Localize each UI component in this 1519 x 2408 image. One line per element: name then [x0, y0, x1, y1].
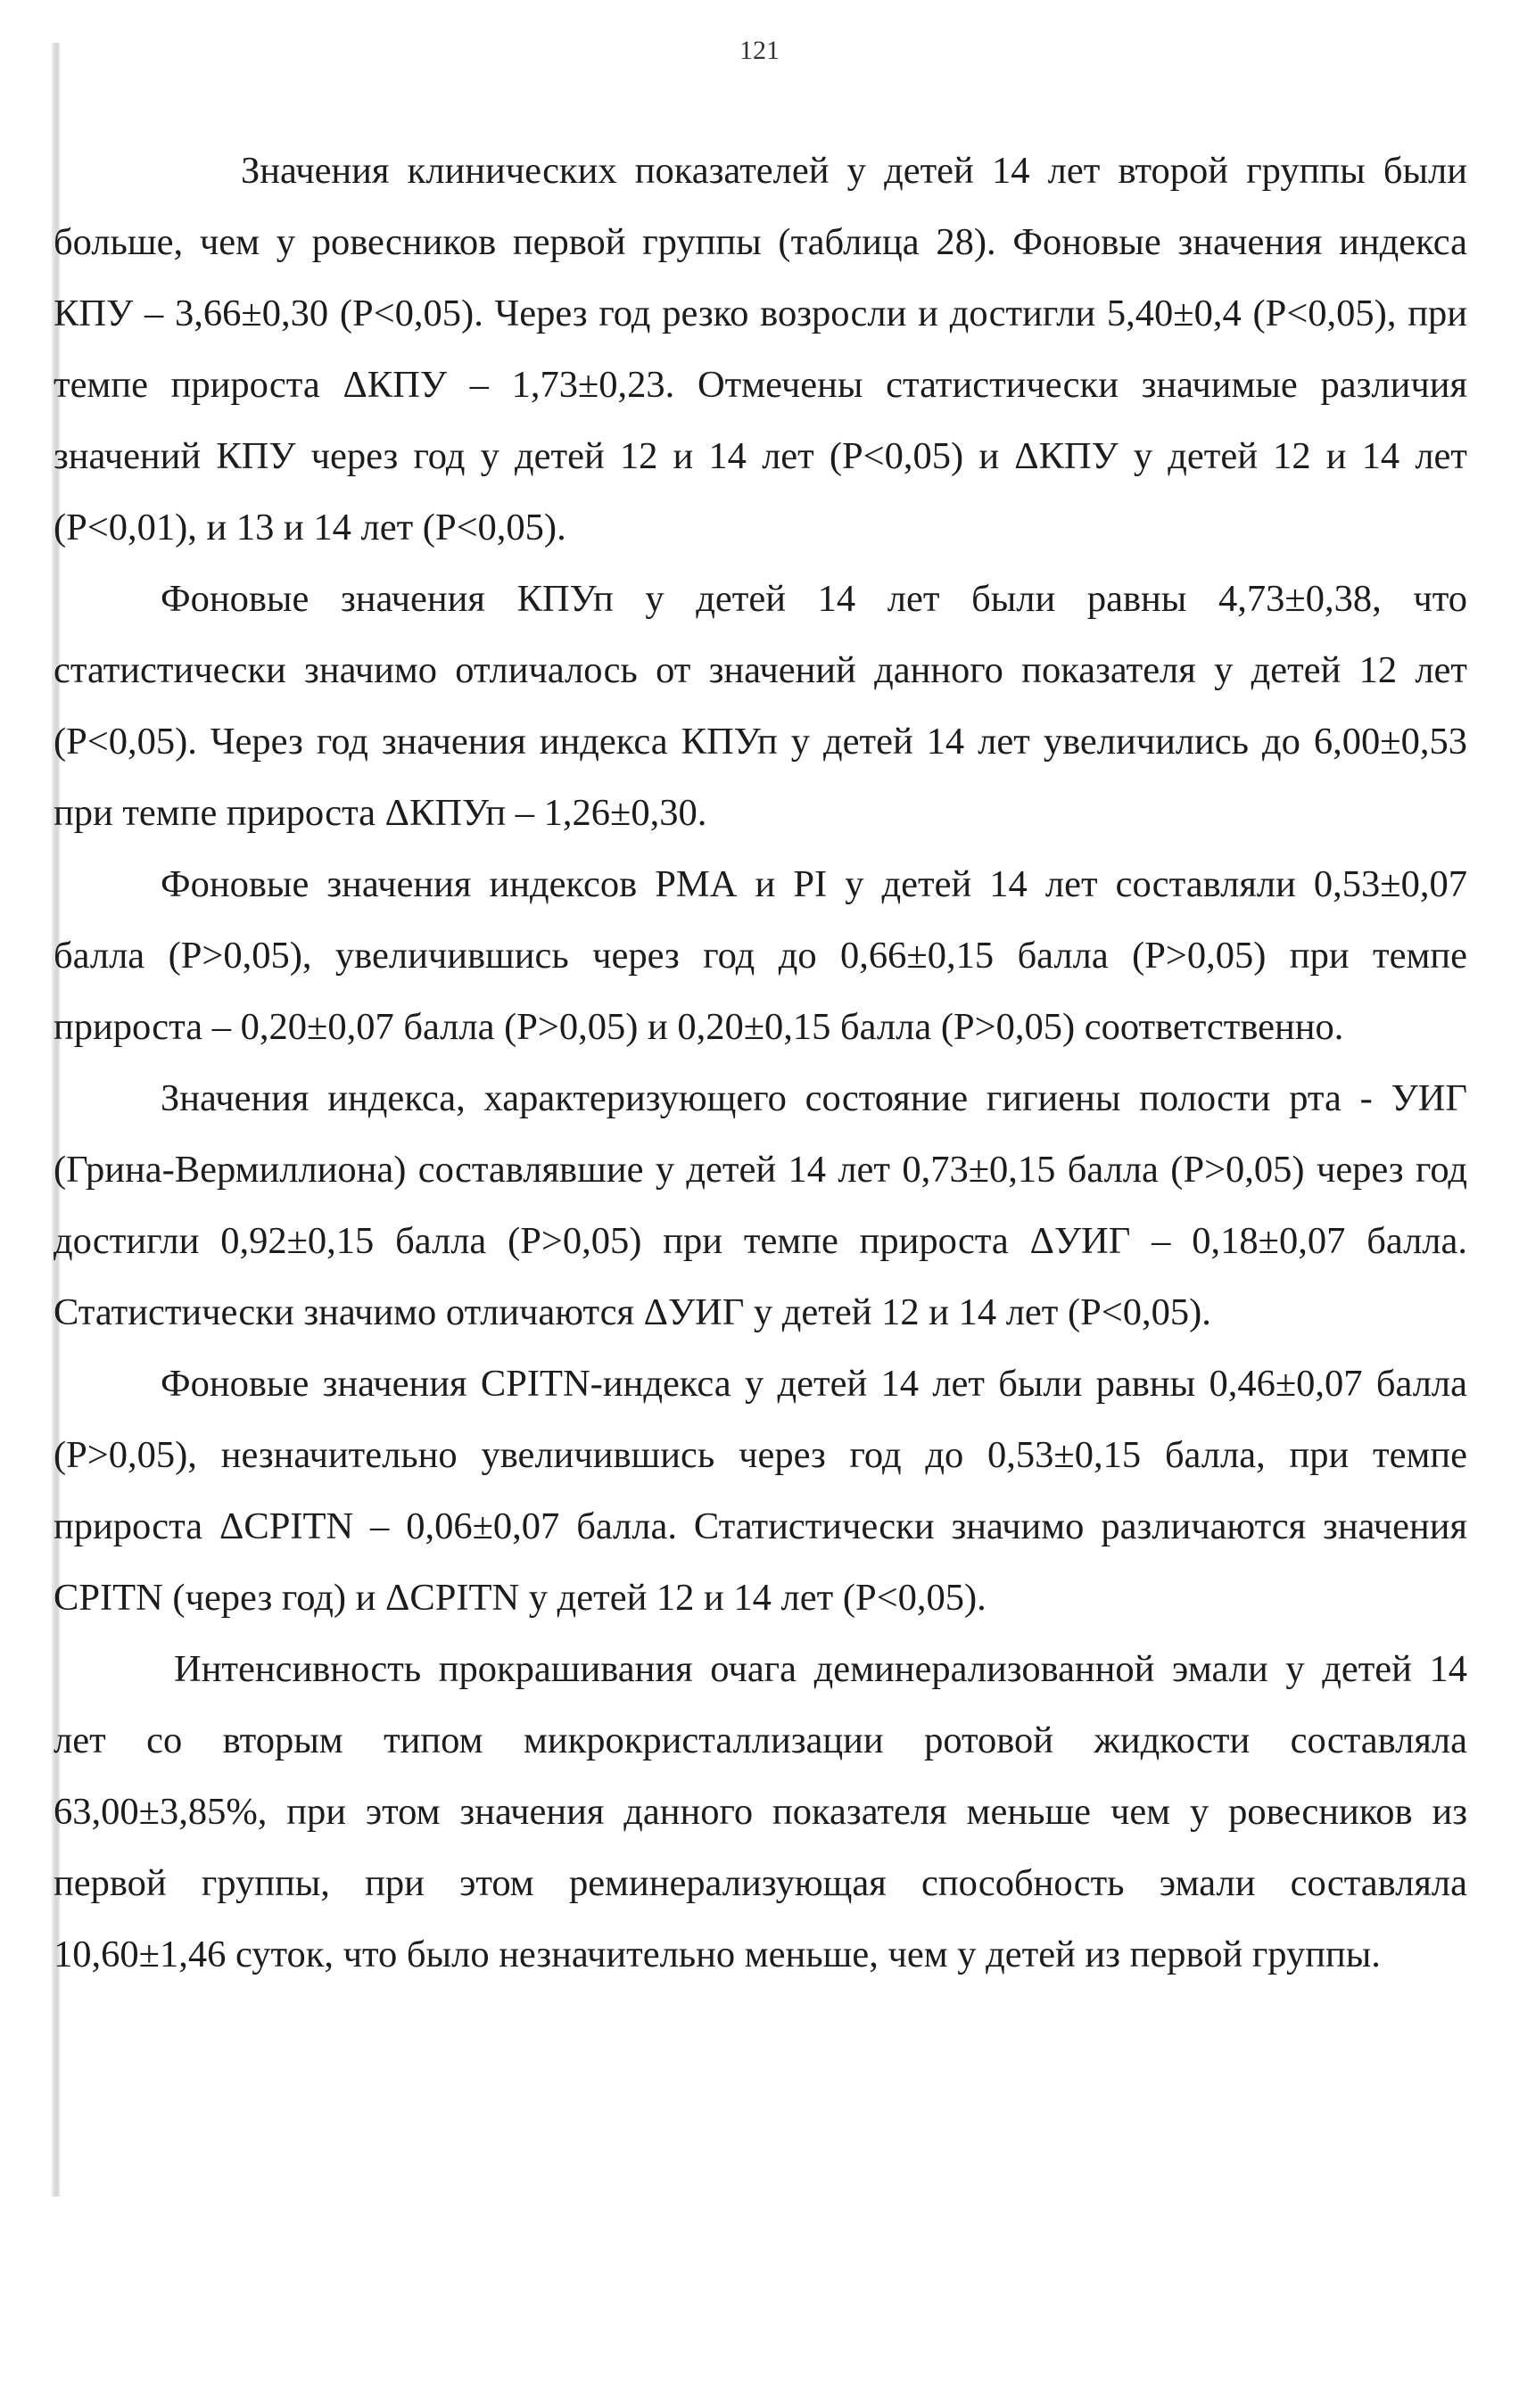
paragraph-kpup-index: Фоновые значения КПУп у детей 14 лет были равны 4,73±0,38, что статистически значимо отличалось от значений данного показателя у детей 12 лет (Р<0,05). Через год значения индекса КПУп у детей 14 лет увеличились до 6,00±0,53 при темпе прироста ΔКПУп – 1,26±0,30.	[54, 578, 1467, 834]
body-text	[54, 136, 1467, 1991]
page-number: 121	[739, 36, 780, 65]
paragraph-cpitn-index: Фоновые значения CPITN-индекса у детей 14 лет были равны 0,46±0,07 балла (Р>0,05), незначительно увеличившись через год до 0,53±0,15 балла, при темпе прироста ΔCPITN – 0,06±0,07 балла. Статистически значимо различаются значения CPITN (через год) и ΔCPITN у детей 12 и 14 лет (Р<0,05).	[54, 1363, 1467, 1619]
paragraph-pma-pi-index: Фоновые значения индексов РМА и PI у детей 14 лет составляли 0,53±0,07 балла (Р>0,05), увеличившись через год до 0,66±0,15 балла (Р>0,05) при темпе прироста – 0,20±0,07 балла (Р>0,05) и 0,20±0,15 балла (Р>0,05) соответственно.	[54, 863, 1467, 1048]
paragraph-oral-hygiene-index: Значения индекса, характеризующего состояние гигиены полости рта - УИГ (Грина-Вермиллиона) составлявшие у детей 14 лет 0,73±0,15 балла (Р>0,05) через год достигли 0,92±0,15 балла (Р>0,05) при темпе прироста ΔУИГ – 0,18±0,07 балла. Статистически значимо отличаются ΔУИГ у детей 12 и 14 лет (Р<0,05).	[54, 1077, 1467, 1333]
paragraph-clinical-indicators: Значения клинических показателей у детей 14 лет второй группы были больше, чем у ровесников первой группы (таблица 28). Фоновые значения индекса КПУ – 3,66±0,30 (Р<0,05). Через год резко возросли и достигли 5,40±0,4 (Р<0,05), при темпе прироста ΔКПУ – 1,73±0,23. Отмечены статистически значимые различия значений КПУ через год у детей 12 и 14 лет (Р<0,05) и ΔКПУ у детей 12 и 14 лет (Р<0,01), и 13 и 14 лет (Р<0,05).	[54, 150, 1467, 548]
paragraph-enamel-staining: Интенсивность прокрашивания очага деминерализованной эмали у детей 14 лет со вторым типом микрокристаллизации ротовой жидкости составляла 63,00±3,85%, при этом значения данного показателя меньше чем у ровесников из первой группы, при этом реминерализующая способность эмали составляла 10,60±1,46 суток, что было незначительно меньше, чем у детей из первой группы.	[54, 1648, 1467, 1975]
